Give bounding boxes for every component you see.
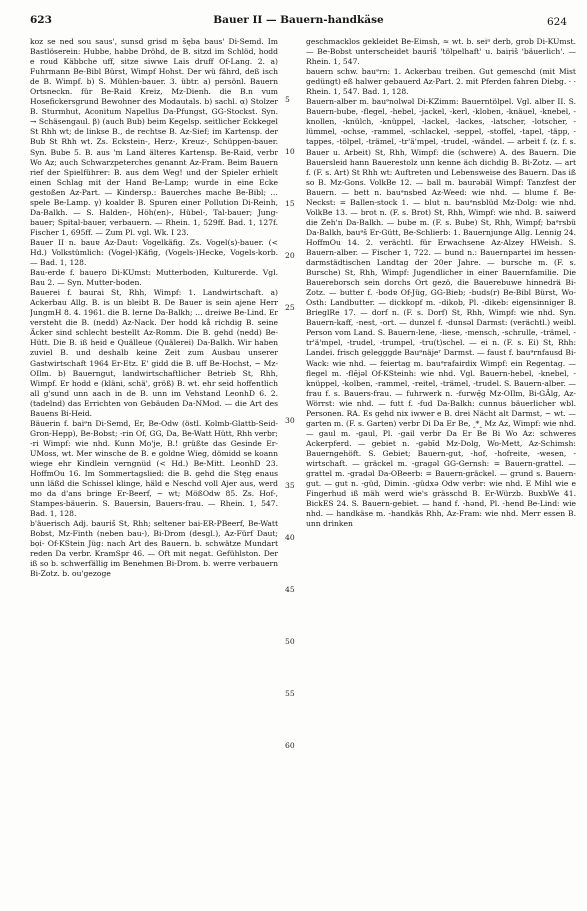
- line-number: 40: [285, 533, 295, 542]
- entry-bauern-alber: Bauern-alber m. bauᵊnolwəl Di-KZimm: Bauerntölpel. Vgl. alber II. S. Bauern-bube, -flegel, -hebel, -jackel, -kerl, -kloben, -knäuel, -knebel, -knollen, -knülch, -knüppel, -lackel, -lackes, -latscher, -lotscher, -lümmel, -ochse, -rammel, -schlackel, -seppel, -stoffel, -tapel, -täpp, -tappes, -tölpel, -trämel, -tr'ä'mpel, -trudel, -wändel. — arbeit f. (z. f. s. Bauer u. Arbeit) St, Rhh, Wimpf: die (schwere) A. des Bauern. Die Bauersleid hann Bauerestolz unn kenne äch dichdig B. Bi-Zotz. — art f. (F. s. Art) St Rhh wt: Auftreten und Lebensweise des Bauern. Das iß so B. Mz-Gons. VolkBe 12. — ball m. baurəbäl Wimpf: Tanzfest der Bauern. — bett n. bauᵊnsbed Az-Weed: wie nhd. — blume f. Be-Neckst: = Ballen-stock 1. — blut n. bauᵊnsblüd Mz-Dolg: wie nhd. VolkBe 13. — brot n. (F. s. Brot) St, Rhh, Wimpf: wie nhd. B. saiwerd die Zeh'n Da-Balkh. — bube m. (F. s. Bube) St, Rhh, Wimpf; baᵊrsbü Da-Balkh, bauᵊš Er-Gütt, Be-Schlierb: 1. Bauernjunge Allg. Lennig 24. HoffmOu 14. 2. verächtl. für Erwachsene Az-Alzey HWeish. S. Bauern-alber. — Fischer 1, 722. — bund n.: Bauernpartei im hessen-darmstädtischen Landtag der 20er Jahre. — bursche m. (F. s. Bursche) St, Rhh, Wimpf: Jugendlicher in einer Bauernfamilie. Die Bauereborsch sein dorchs Ort gezö, die Bauerebuwe hinnedrä Bi-Zotz. — butter f. -bodɐ Of-Jüg, GG-Bieb; -buds(r) Be-Bibl Bürst, Wo-Osth: Landbutter. — dickkopf m. -dikob, Pl. -dikeb: eigensinniger B. BrieglRe 17. — dorf n. (F. s. Dorf) St, Rhh, Wimpf: wie nhd. Syn. Bauern-kaff, -nest, -ort. — dunzel f. -dunsəl Darmst: (verächtl.) weibl. Person vom Land. S. Bauern-lene, -liese, -mensch, -schrulle, -trämel, -tr'ä'mpel, -trudel, -trumpel, -tru(t)schel. — ei n. (F. s. Ei) St, Rhh: Landei. frisch gelegggde Bauᵊnäjeʳ Darmst. — faust f. bauᵊrnfausd Bi-Wack: wie nhd. — feiertag m. bauᵊrafairdix Wimpf: ein Regentag. — flegel m. -flējəl Of-KSteinh: wie nhd. Vgl. Bauern-hebel, -knebel, -knüppel, -kolben, -rammel, -reitel, -trämel, -trudel. S. Bauern-alber. — frau f. s. Bauers-frau. — fuhrwerk n. -furwę̄g Mz-OIlm, Bi-GÄlg, Az-Wörrst: wie nhd. — futt f. -fud Da-Balkh: cunnus bäuerlicher wbl. Personen. RA. Es gehd nix iwwer e B. drei Nächt alt Darmst, ~ wt. — garten m. (F. s. Garten) verbr Di Da Er Be, ‸*‸ Mz Az, Wimpf: wie nhd. — gaul m. -gaul, Pl. -gail verbr Da Er Be Bi Wo Az: schweres Ackerpferd. — gebiet n. -gəbīd Mz-Dolg, Wo-Mett, Az-Schimsh: Bauerngehöft. S. Gebiet; Bauern-gut, -hof, -hofreite, -wesen, -wirtschaft. — gräckel m. -gragəl GG-Gernsh: = Bauern-grattel. — grattel m. -gradəl Da-OBeerb: = Bauern-gräckel. — grund s. Bauern-gut. — gut n. -güd, Dimin. -güdxə Odw verbr: wie nhd. E Mihl wie e Fingerhud iß mäh werd wie's grässchd B. Er-Würzb. BuxbWe 41. BickES 24. S. Bauern-gebiet. — hand f. -hənd, Pl. -hend Be-Lind: wie nhd. — handkäse m. -handkäs Rhh, Az-Fram: wie nhd. Merr essen B. unn drinken: [306, 97, 576, 529]
- entry-bauer-ii: Bauer II n. bauɐ Az-Daut: Vogelkäfig. Zs. Vogel(s)-bauer. (< Hd.) Volkstümlich: (Vogel-)Käfig, (Vogels-)Hecke, Vogels-korb. — Bad. 1, 128.: [30, 237, 278, 268]
- entry-bauern: bauern schw. bauᵊrn: 1. Ackerbau treiben. Gut gemeschd (mit Mist gedüngt) eß halwer gebauerd Az-Part. 2. mit Pferden fahren Diebg. · · Rhein. 1, 547. Bad. 1, 128.: [306, 67, 576, 97]
- line-number: 10: [285, 147, 295, 156]
- page-number-right: 624: [546, 16, 567, 28]
- line-number: 35: [285, 481, 295, 490]
- entry-bauer-i-continued: koz se ned sou saus', sunsd grisd m šęba baus' Di-Semd. Im Bastlöserein: Hubbe, habbe Dröhd, de B. sitzd im Schlöd, hodd e roud Käbbche uff, sitze siwwe Lais druff Of-Lang. 2. a) Fuhrmann Be-Bibl Bürst, Wimpf Hohst. Der wü fährd, deß isch de B. Wimpf. b) S. Mühlen-bauer. 3. übtr. a) persönl. Bauern Ortsneckn. für Be-Raid Kreiz, Mz-Dienh. die B.n vum Hosefickersgrund Bewohner des Modautals. b) sachl. α) Stolzer B. Sturmhut, Aconitum Napellus Da-Pfungst, GG-Stockst. Syn. → Schäsengaul. β) (auch Bub) beim Kegelsp. seitlicher Eckkegel St Rhh wt; de linkse B., de rechtse B. Az-Sief; im Kartensp. der Bub St Rhh wt. Zs. Eckstein-, Herz-, Kreuz-, Schüppen-bauer. Syn. Bube 5. B. aus 'm Land älteres Kartensp. Be-Raid, verbr Wo Az; auch Schwarzpeterches genannt Az-Fram. Beim Bauern rief der Spielführer: B. aus dem Weg! und der Spieler erhielt einen Schlag mit der Hand Be-Lamp; wurde in eine Ecke gestoßen Az-Part. — Kindersp.: Bauerches mache Be-Bibl; … spele Be-Lamp. γ) koalder B. Spuren einer Pollution Di-Reinh, Da-Balkh. — S. Halden-, Höh(en)-, Hübel-, Tal-bauer; Jung-bauer; Spital-bauer, verbauern. — Rhein. 1, 529ff. Bad. 1, 127f. Fischer 1, 695ff. — Zum Pl. vgl. Wk. I 23.: [30, 37, 278, 237]
- entry-baeuerisch-continued: geschmacklos gekleidet Be-Eimsh, ≈ wt. b. seiᵃ derb, grob Di-KUmst. — Be-Bobst unterscheidet bauriš 'tölpelhaft' u. baiṛiš 'bäuerlich'. — Rhein. 1, 547.: [306, 37, 576, 67]
- entry-bauerei: Bauerei f. baurai St, Rhh, Wimpf: 1. Landwirtschaft. a) Ackerbau Allg. B. is un bleibt B. De Bauer is sein ajene Herr JungmH 8. 4. 1961. die B. lerne Da-Balkh; … dreiwe Be-Lind. Er versteht die B. (nedd) Az-Nack. Der hodd kå richdig B. seine Äcker sind schlecht bestellt Az-Romm. Die B. gehd (nedd) Be-Hütt. Die B. iß heid e Quälleue (Quälerei) Da-Balkh. Wir haben zuviel B. und deshalb keine Zeit zum Ausbau unserer Gastwirtschaft 1964 Er-Etz. E' gidd die B. uff Be-Hochst, ~ Mz-OIlm. b) Bauerngut, landwirtschaftlicher Betrieb St, Rhh, Wimpf. Er hodd e (kläni, schä', größ) B. wt. ehr seid hoffentlich all g'sund unn aach in de B. unn im Vehstand LeonhD 6. 2. (tadelnd) das Errichten von Gebäuden Da-NMod. — die Art des Bauens Bi-Heid.: [30, 288, 278, 418]
- line-number: 25: [285, 303, 295, 312]
- page-number-left: 623: [30, 14, 52, 26]
- entry-baeuerin: Bäuerin f. baiᵊn Di-Semd, Er, Be-Odw (östl. Kolmb-Glattb-Seid-Gron-Hepp), Be-Bobst; -rin Of, GG, Da, Be-Watt Hütt, Rhh verbr; -ri Wimpf: wie nhd. Kunn Mo'je, B.! grüßte das Gesinde Er-UMoss, wt. Mer winsche de B. e goldne Wieg, dömidd se koann wiege ehr Kindlein verngnüd (< Hd.) Be-Mitt. LeonhD 23. HoffmOu 16. Im Sommertagslied: die B. gehd die Stęg enaus unn läßd die Schissel klinge, häld e Neschd voll Ajer aus, werd mo da d'ans bringe Er-Beerf, ~ wt; MößOdw 85. Zs. Hof-, Stampes-bäuerin. S. Bauersin, Bauers-frau. — Rhein. 1, 547. Bad. 1, 128.: [30, 418, 278, 519]
- line-number: 5: [285, 95, 290, 104]
- line-number: 55: [285, 689, 295, 698]
- page-header: [30, 14, 567, 32]
- right-column: [306, 37, 576, 893]
- left-column: [30, 37, 278, 893]
- entry-bau-erde: Bau-erde f. baueṛo Di-KUmst: Mutterboden, Kulturerde. Vgl. Bau 2. — Syn. Mutter-boden.: [30, 268, 278, 288]
- page-title: Bauer II — Bauern-handkäse: [213, 14, 384, 26]
- line-number: 30: [285, 416, 295, 425]
- line-number: 45: [285, 585, 295, 594]
- line-number: 60: [285, 741, 295, 750]
- line-number: 15: [285, 199, 295, 208]
- line-number: 50: [285, 637, 295, 646]
- line-number: 20: [285, 251, 295, 260]
- entry-baeuerisch: b'äuerisch Adj. bauriš St, Rhh; seltener bai-ER-PBeerf, Be-Watt Bobst, Mz-Finth (neben bau-), Bi-Drom (desgl.), Az-Fürf Daut; bọi- Of-KStein Jüg: nach Art des Bauern. b. schwätze Mundart reden Da verbr. KramSpr 46. — Oft mit negat. Gefühlston. Der iß so b. schwerfällig im Benehmen Bi-Drom. b. werre verbauern Bi-Zotz. b. ou'gezoge: [30, 519, 278, 579]
